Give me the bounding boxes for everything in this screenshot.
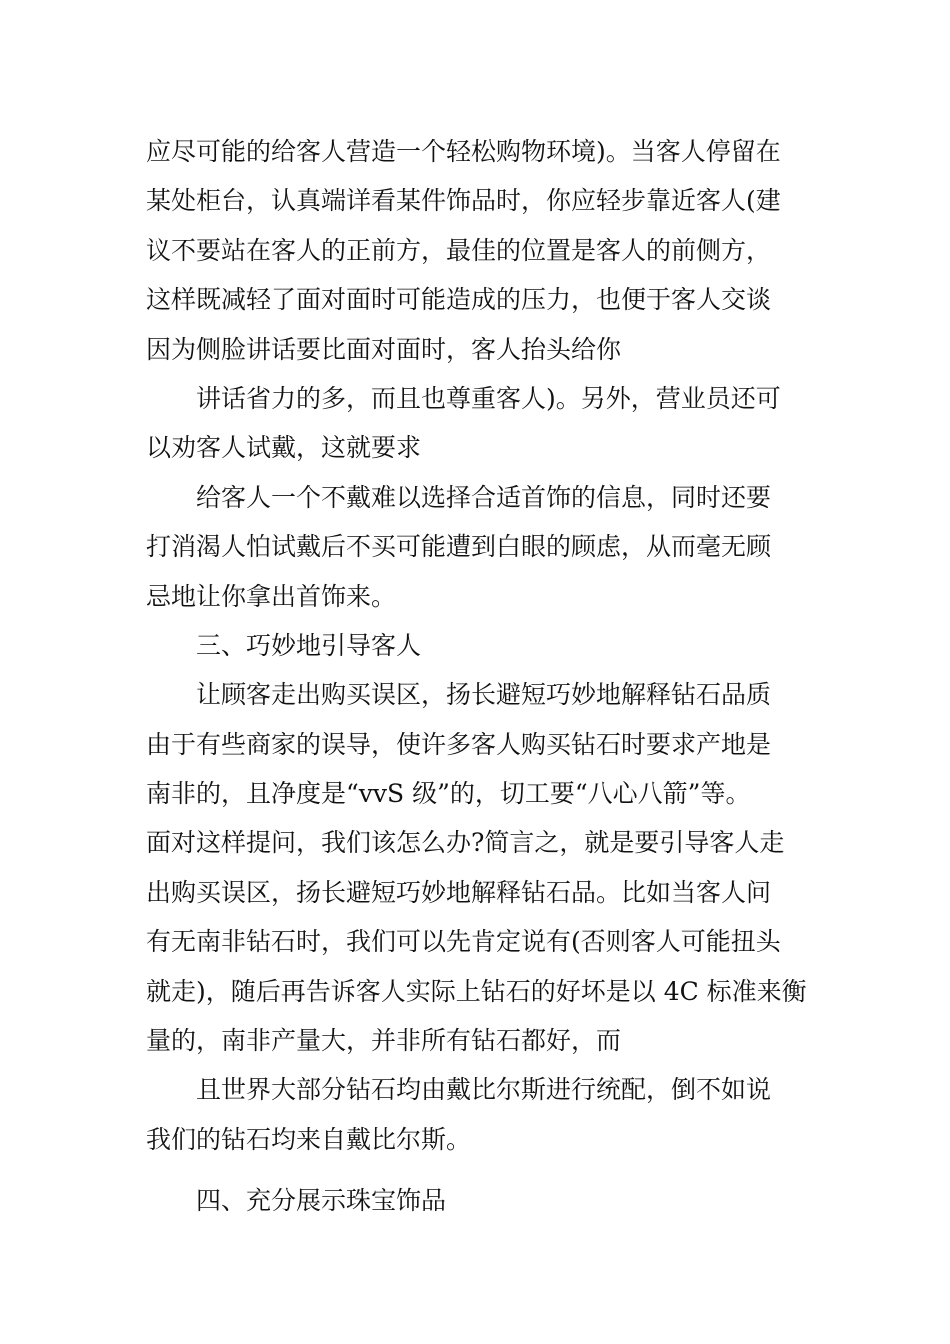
text-line: 打消渴人怕试戴后不买可能遭到白眼的顾虑，从而毫无顾 [146, 532, 772, 562]
text-line: 就走)，随后再告诉客人实际上钻石的好坏是以 4C 标准来衡 [146, 976, 807, 1006]
text-line: 因为侧脸讲话要比面对面时，客人抬头给你 [146, 334, 622, 364]
text-line: 面对这样提问，我们该怎么办?简言之，就是要引导客人走 [146, 828, 785, 858]
section-heading: 三、巧妙地引导客人 [196, 630, 422, 660]
paragraph-start-line: 且世界大部分钻石均由戴比尔斯进行统配，倒不如说 [196, 1075, 772, 1105]
text-line: 出购买误区，扬长避短巧妙地解释钻石品。比如当客人问 [146, 877, 772, 907]
text-line: 我们的钻石均来自戴比尔斯。 [146, 1124, 472, 1154]
text-line: 议不要站在客人的正前方，最佳的位置是客人的前侧方， [146, 235, 772, 265]
text-line: 忌地让你拿出首饰来。 [146, 581, 397, 611]
section-heading: 四、充分展示珠宝饰品 [196, 1186, 447, 1216]
text-line: 量的，南非产量大，并非所有钻石都好，而 [146, 1026, 622, 1056]
paragraph-gap [146, 1164, 810, 1176]
text-line: 南非的，且净度是“vvS 级”的，切工要“八心八箭”等。 [146, 779, 751, 809]
paragraph-start-line: 给客人一个不戴难以选择合适首饰的信息，同时还要 [196, 482, 772, 512]
text-line: 应尽可能的给客人营造一个轻松购物环境)。当客人停留在 [146, 137, 781, 166]
text-line: 由于有些商家的误导，使许多客人购买钻石时要求产地是 [146, 729, 772, 759]
document-body [146, 127, 810, 1226]
text-line: 某处柜台，认真端详看某件饰品时，你应轻步靠近客人(建 [146, 186, 781, 216]
paragraph-start-line: 让顾客走出购买误区，扬长避短巧妙地解释钻石品质 [196, 680, 772, 710]
paragraph-start-line: 讲话省力的多，而且也尊重客人)。另外，营业员还可 [196, 383, 781, 413]
text-line: 这样既减轻了面对面时可能造成的压力，也便于客人交谈 [146, 285, 772, 315]
text-line: 以劝客人试戴，这就要求 [146, 433, 422, 463]
text-line: 有无南非钻石时，我们可以先肯定说有(否则客人可能扭头 [146, 927, 781, 957]
